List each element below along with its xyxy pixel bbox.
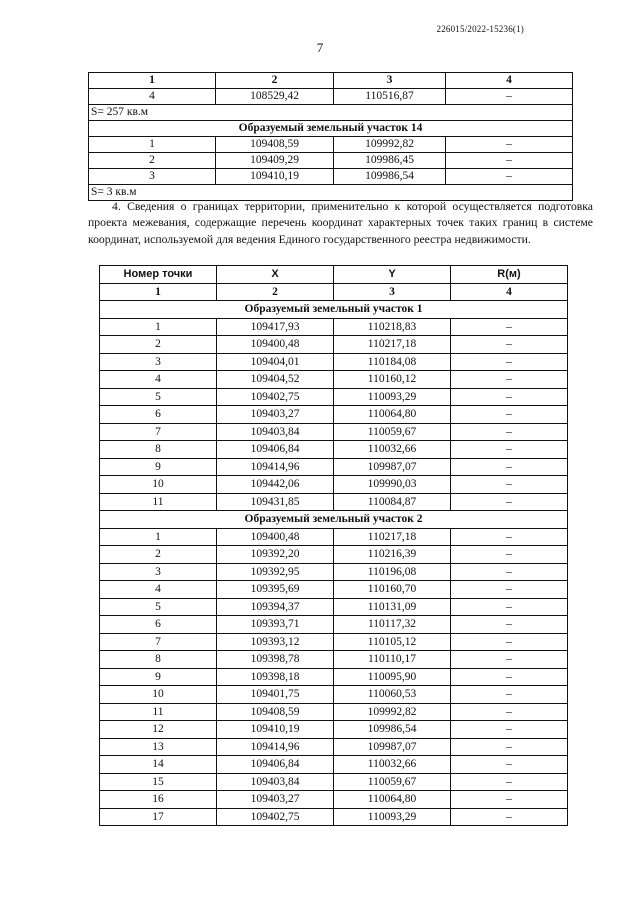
- point-number: 3: [100, 353, 217, 371]
- table-row: [100, 458, 568, 476]
- y-value: 110059,67: [334, 773, 451, 791]
- y-value: 110217,18: [334, 336, 451, 354]
- x-value: 109414,96: [217, 738, 334, 756]
- table-row: [100, 423, 568, 441]
- section-header-row: [89, 121, 573, 137]
- r-value: –: [451, 371, 568, 389]
- paragraph-text: 4. Сведения о границах территории, применительно к которой осуществляется подготовка проекта межевания, содержащие перечень координат характерных точек таких границ в системе координат, используемой для ведения Единого государственного реестра недвижимости.: [88, 200, 593, 246]
- table-row: [100, 756, 568, 774]
- coordinates-table-continued: [88, 72, 573, 201]
- r-value: –: [451, 668, 568, 686]
- y-value: 109986,54: [334, 169, 446, 185]
- table-row: [100, 651, 568, 669]
- point-number: 3: [100, 563, 217, 581]
- r-value: –: [446, 153, 573, 169]
- table-row: [100, 598, 568, 616]
- y-value: 110131,09: [334, 598, 451, 616]
- table-row: [89, 137, 573, 153]
- point-number: 14: [100, 756, 217, 774]
- y-value: 109987,07: [334, 738, 451, 756]
- table-row: [100, 388, 568, 406]
- y-value: 110218,83: [334, 318, 451, 336]
- x-value: 109403,84: [217, 423, 334, 441]
- x-value: 109409,29: [216, 153, 334, 169]
- x-value: 109406,84: [217, 441, 334, 459]
- header-point-number: Номер точки: [100, 266, 217, 284]
- r-value: –: [451, 686, 568, 704]
- section-header-row: [100, 511, 568, 529]
- r-value: –: [451, 353, 568, 371]
- r-value: –: [451, 441, 568, 459]
- section-rows: [100, 528, 568, 826]
- x-value: 109414,96: [217, 458, 334, 476]
- section-rows: [89, 137, 573, 185]
- y-value: 110217,18: [334, 528, 451, 546]
- y-value: 110516,87: [334, 89, 446, 105]
- point-number: 1: [100, 528, 217, 546]
- table-row: [89, 169, 573, 185]
- x-value: 109406,84: [217, 756, 334, 774]
- x-value: 109402,75: [217, 388, 334, 406]
- point-number: 4: [100, 371, 217, 389]
- section-header-row: [100, 301, 568, 319]
- col-number-cell: 1: [100, 283, 217, 301]
- table-row: [100, 406, 568, 424]
- y-value: 110032,66: [334, 756, 451, 774]
- table-row: [100, 791, 568, 809]
- r-value: –: [451, 633, 568, 651]
- table-row: [100, 686, 568, 704]
- x-value: 109403,84: [217, 773, 334, 791]
- r-value: –: [451, 563, 568, 581]
- table-row: [100, 808, 568, 826]
- header-x: X: [217, 266, 334, 284]
- point-number: 9: [100, 668, 217, 686]
- y-value: 110095,90: [334, 668, 451, 686]
- r-value: –: [451, 773, 568, 791]
- table-row: [89, 153, 573, 169]
- x-value: 109392,95: [217, 563, 334, 581]
- header-r: R(м): [451, 266, 568, 284]
- point-number: 7: [100, 423, 217, 441]
- table-row: [100, 493, 568, 511]
- section-title: Образуемый земельный участок 14: [89, 121, 573, 137]
- point-number: 4: [100, 581, 217, 599]
- y-value: 110160,70: [334, 581, 451, 599]
- area-value: S= 3 кв.м: [89, 185, 573, 201]
- r-value: –: [451, 598, 568, 616]
- table-row: [100, 738, 568, 756]
- x-value: 109398,18: [217, 668, 334, 686]
- r-value: –: [446, 137, 573, 153]
- point-number: 5: [100, 388, 217, 406]
- r-value: –: [451, 581, 568, 599]
- r-value: –: [451, 791, 568, 809]
- area-row: [89, 105, 573, 121]
- point-number: 17: [100, 808, 217, 826]
- y-value: 110059,67: [334, 423, 451, 441]
- point-number: 1: [89, 137, 216, 153]
- r-value: –: [451, 546, 568, 564]
- x-value: 109408,59: [217, 703, 334, 721]
- table-row: [100, 353, 568, 371]
- x-value: 109431,85: [217, 493, 334, 511]
- point-number: 9: [100, 458, 217, 476]
- point-number: 5: [100, 598, 217, 616]
- x-value: 109400,48: [217, 528, 334, 546]
- y-value: 110196,08: [334, 563, 451, 581]
- boundary-info-paragraph: [88, 199, 593, 248]
- x-value: 109395,69: [217, 581, 334, 599]
- table-row: [100, 371, 568, 389]
- header-y: Y: [334, 266, 451, 284]
- r-value: –: [451, 423, 568, 441]
- table-row: [100, 318, 568, 336]
- y-value: 110216,39: [334, 546, 451, 564]
- point-number: 15: [100, 773, 217, 791]
- x-value: 109403,27: [217, 406, 334, 424]
- table-row: [100, 476, 568, 494]
- x-value: 109404,52: [217, 371, 334, 389]
- x-value: 109394,37: [217, 598, 334, 616]
- y-value: 110093,29: [334, 388, 451, 406]
- table-row: [100, 336, 568, 354]
- x-value: 109400,48: [217, 336, 334, 354]
- y-value: 110060,53: [334, 686, 451, 704]
- point-number: 6: [100, 406, 217, 424]
- r-value: –: [451, 493, 568, 511]
- point-number: 2: [100, 336, 217, 354]
- y-value: 109992,82: [334, 703, 451, 721]
- table-row: [89, 89, 573, 105]
- col-number-cell: 4: [451, 283, 568, 301]
- x-value: 109392,20: [217, 546, 334, 564]
- y-value: 110117,32: [334, 616, 451, 634]
- col-number-cell: 2: [216, 73, 334, 89]
- table-row: [100, 546, 568, 564]
- point-number: 8: [100, 441, 217, 459]
- r-value: –: [451, 651, 568, 669]
- r-value: –: [451, 703, 568, 721]
- table-row: [100, 616, 568, 634]
- column-number-row: [100, 283, 568, 301]
- x-value: 109398,78: [217, 651, 334, 669]
- point-number: 13: [100, 738, 217, 756]
- x-value: 108529,42: [216, 89, 334, 105]
- table-row: [100, 633, 568, 651]
- r-value: –: [451, 336, 568, 354]
- point-number: 7: [100, 633, 217, 651]
- y-value: 109987,07: [334, 458, 451, 476]
- y-value: 109990,03: [334, 476, 451, 494]
- table-row: [100, 773, 568, 791]
- y-value: 109986,45: [334, 153, 446, 169]
- x-value: 109408,59: [216, 137, 334, 153]
- y-value: 110032,66: [334, 441, 451, 459]
- x-value: 109410,19: [216, 169, 334, 185]
- r-value: –: [451, 458, 568, 476]
- y-value: 110184,08: [334, 353, 451, 371]
- column-number-row: [89, 73, 573, 89]
- area-value: S= 257 кв.м: [89, 105, 573, 121]
- x-value: 109393,71: [217, 616, 334, 634]
- y-value: 110160,12: [334, 371, 451, 389]
- section-rows: [100, 318, 568, 511]
- table-row: [100, 563, 568, 581]
- section-title: Образуемый земельный участок 2: [100, 511, 568, 529]
- point-number: 8: [100, 651, 217, 669]
- r-value: –: [451, 808, 568, 826]
- document-id: 226015/2022-15236(1): [436, 24, 524, 34]
- y-value: 110084,87: [334, 493, 451, 511]
- table-row: [100, 581, 568, 599]
- y-value: 110105,12: [334, 633, 451, 651]
- x-value: 109402,75: [217, 808, 334, 826]
- table-row: [100, 703, 568, 721]
- x-value: 109417,93: [217, 318, 334, 336]
- point-number: 16: [100, 791, 217, 809]
- x-value: 109410,19: [217, 721, 334, 739]
- x-value: 109401,75: [217, 686, 334, 704]
- y-value: 109992,82: [334, 137, 446, 153]
- x-value: 109403,27: [217, 791, 334, 809]
- y-value: 109986,54: [334, 721, 451, 739]
- point-number: 11: [100, 493, 217, 511]
- r-value: –: [451, 721, 568, 739]
- point-number: 10: [100, 476, 217, 494]
- table-row: [100, 721, 568, 739]
- point-number: 4: [89, 89, 216, 105]
- x-value: 109393,12: [217, 633, 334, 651]
- point-number: 2: [89, 153, 216, 169]
- col-number-cell: 2: [217, 283, 334, 301]
- col-number-cell: 4: [446, 73, 573, 89]
- r-value: –: [451, 406, 568, 424]
- y-value: 110110,17: [334, 651, 451, 669]
- point-number: 3: [89, 169, 216, 185]
- y-value: 110064,80: [334, 406, 451, 424]
- point-number: 2: [100, 546, 217, 564]
- table-row: [100, 528, 568, 546]
- x-value: 109404,01: [217, 353, 334, 371]
- point-number: 11: [100, 703, 217, 721]
- col-number-cell: 3: [334, 73, 446, 89]
- y-value: 110064,80: [334, 791, 451, 809]
- y-value: 110093,29: [334, 808, 451, 826]
- col-number-cell: 3: [334, 283, 451, 301]
- page-number: 7: [316, 40, 324, 55]
- r-value: –: [451, 318, 568, 336]
- header-row: [100, 266, 568, 284]
- point-number: 10: [100, 686, 217, 704]
- table-row: [100, 441, 568, 459]
- territory-coordinates-table: [99, 265, 568, 826]
- x-value: 109442,06: [217, 476, 334, 494]
- r-value: –: [451, 388, 568, 406]
- r-value: –: [451, 616, 568, 634]
- r-value: –: [451, 476, 568, 494]
- col-number-cell: 1: [89, 73, 216, 89]
- r-value: –: [451, 528, 568, 546]
- r-value: –: [451, 756, 568, 774]
- r-value: –: [446, 169, 573, 185]
- section-title: Образуемый земельный участок 1: [100, 301, 568, 319]
- table-row: [100, 668, 568, 686]
- r-value: –: [451, 738, 568, 756]
- point-number: 6: [100, 616, 217, 634]
- r-value: –: [446, 89, 573, 105]
- point-number: 12: [100, 721, 217, 739]
- point-number: 1: [100, 318, 217, 336]
